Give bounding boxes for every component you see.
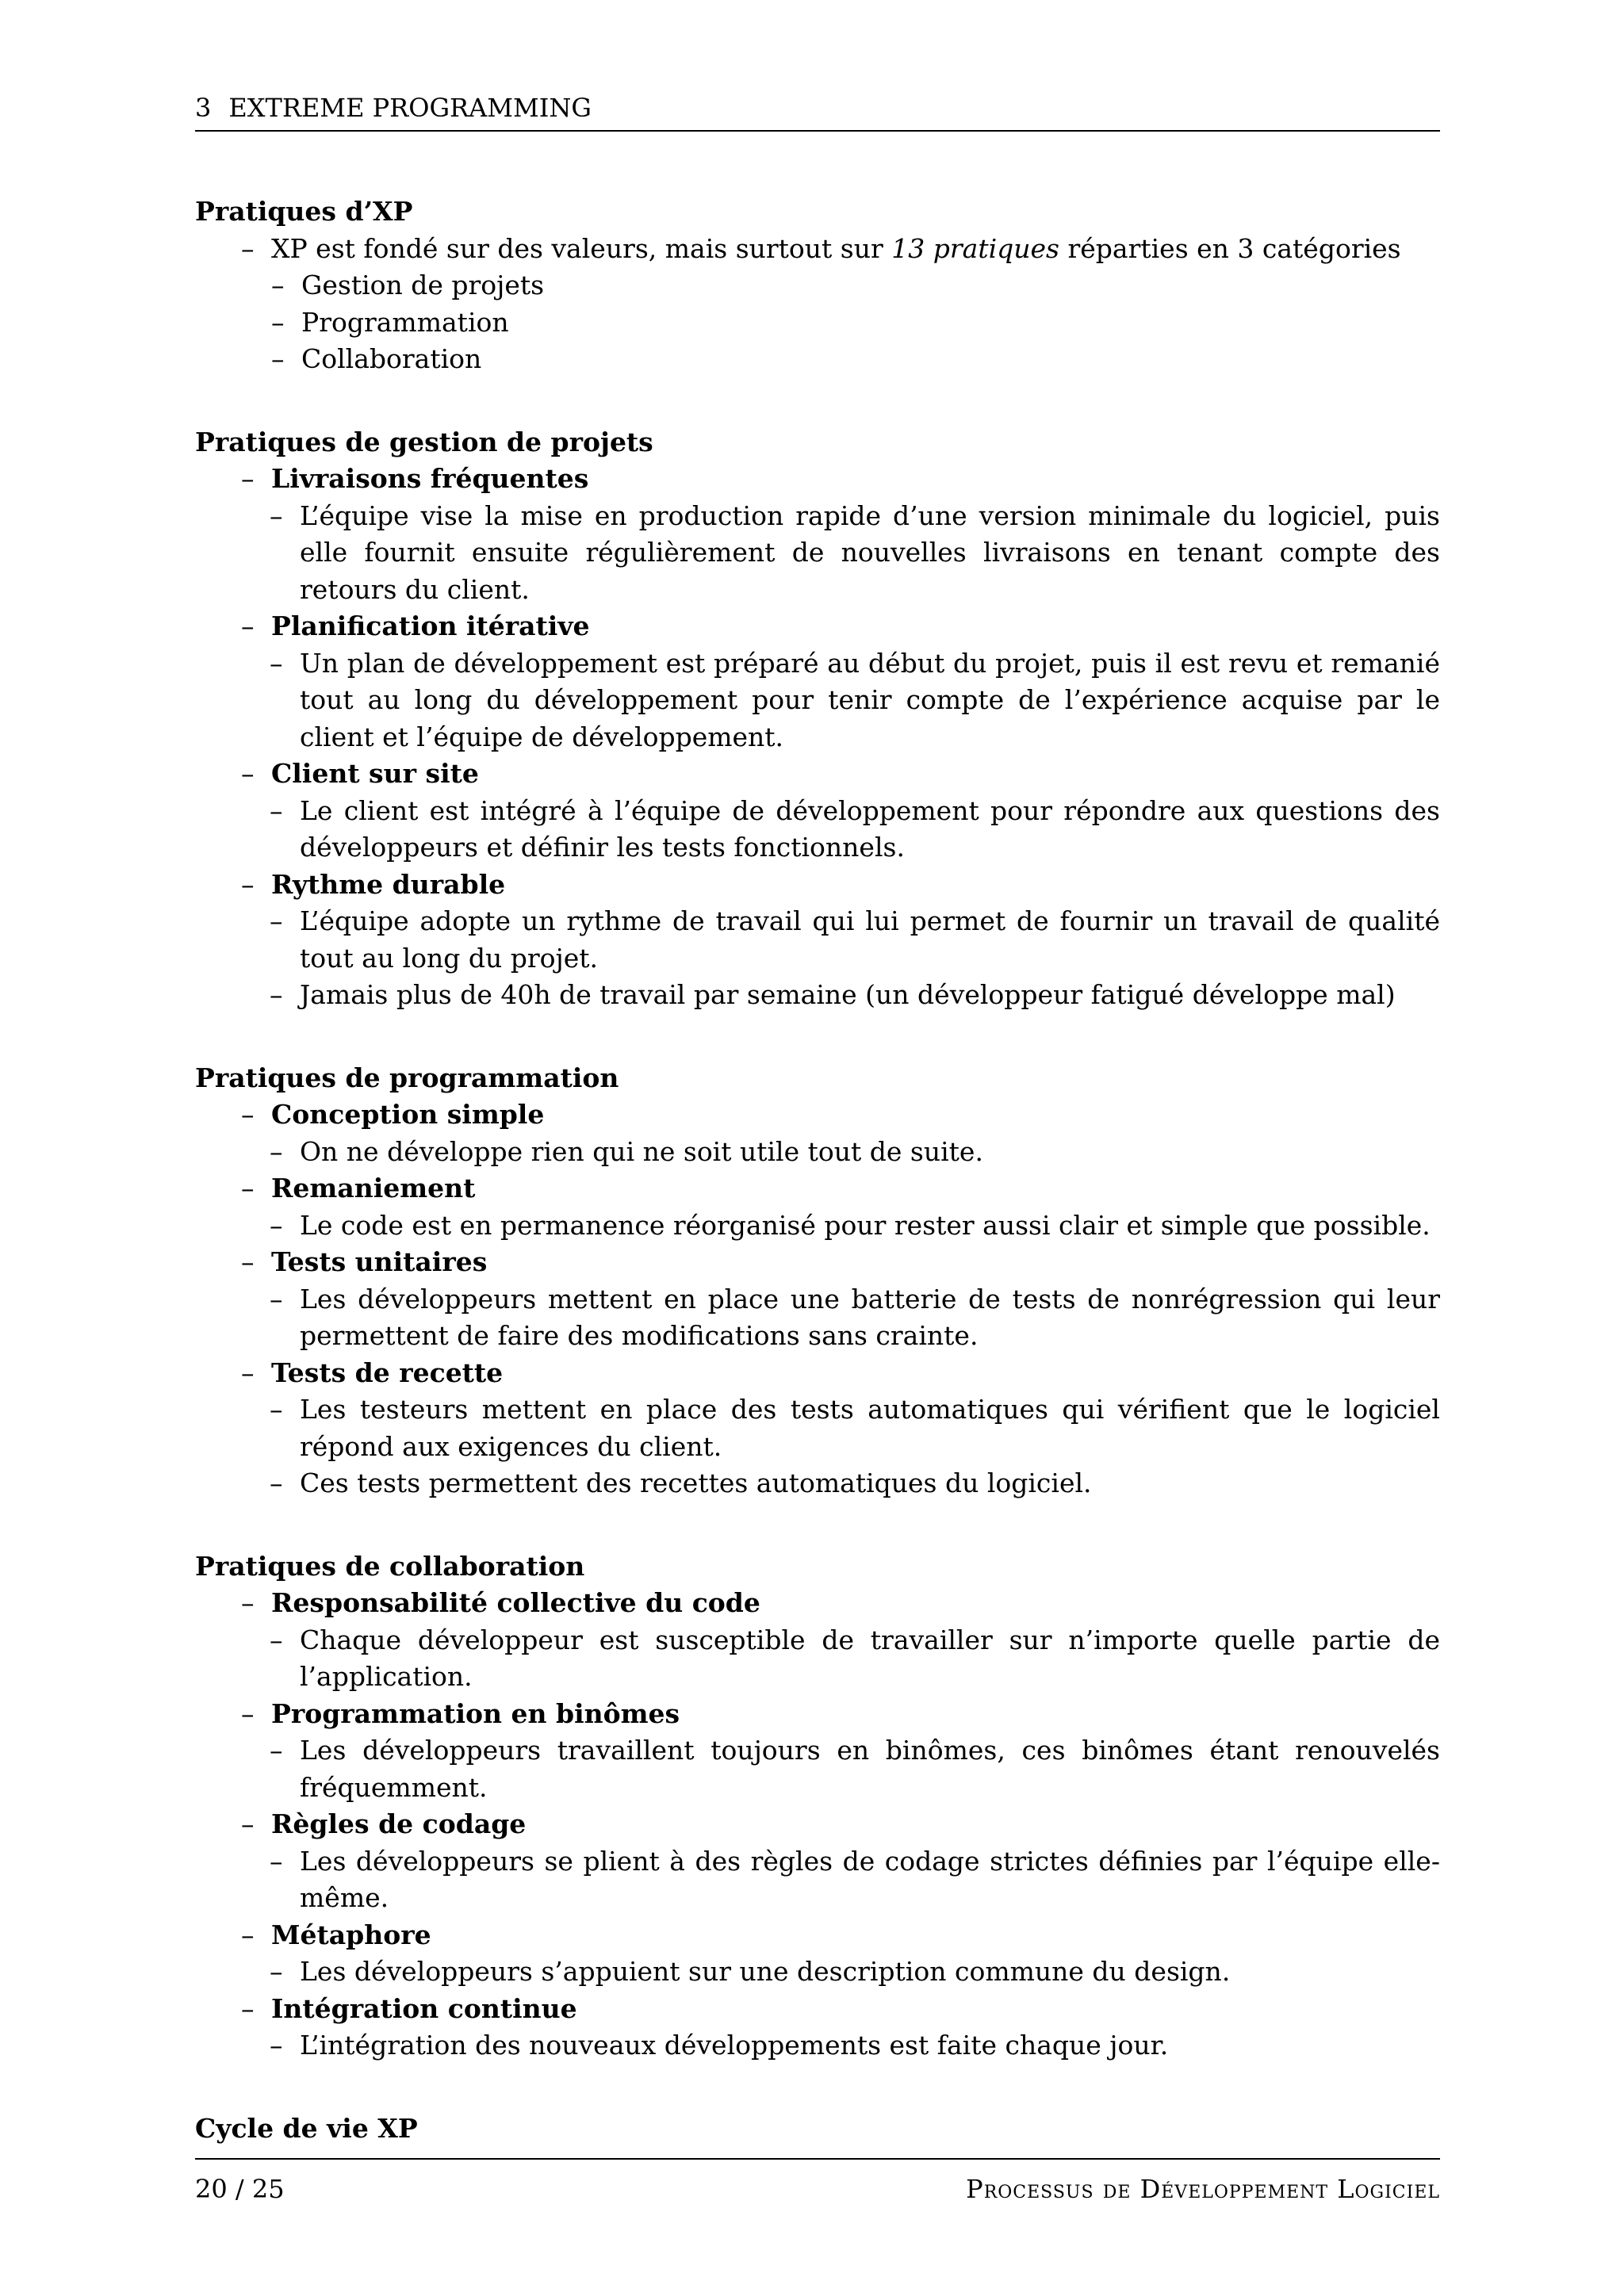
dash-bullet: – [271, 270, 285, 300]
practice-label: Responsabilité collective du code [271, 1587, 760, 1618]
practice-description [195, 793, 1440, 867]
dash-bullet: – [270, 1394, 283, 1425]
practice-description [195, 1391, 1440, 1465]
dash-bullet: – [270, 1845, 283, 1877]
practice-description [195, 1954, 1440, 1991]
dash-bullet: – [270, 1956, 283, 1987]
practice-description [195, 903, 1440, 977]
section-title: Pratiques de programmation [195, 1062, 619, 1093]
practice-item [195, 1355, 1440, 1392]
dash-bullet: – [241, 1246, 255, 1277]
dash-bullet: – [241, 1099, 255, 1130]
dash-bullet: – [241, 758, 255, 789]
practice-label: Règles de codage [271, 1808, 527, 1839]
section-title: Pratiques d’XP [195, 196, 413, 227]
dash-bullet: – [271, 343, 285, 374]
section-title: Pratiques de collaboration [195, 1550, 585, 1582]
practice-label: Rythme durable [271, 868, 506, 900]
dash-bullet: – [270, 647, 283, 679]
practice-description-text: Jamais plus de 40h de travail par semaine (un développeur fatigué développe mal) [300, 979, 1396, 1010]
practice-description [195, 1622, 1440, 1696]
practice-item [195, 756, 1440, 793]
practice-description-text: Les développeurs se plient à des règles de codage strictes définies par l’équipe elle-même. [300, 1845, 1440, 1913]
section-pratiques-xp [195, 193, 1440, 378]
practice-description-text: Les développeurs s’appuient sur une description commune du design. [300, 1956, 1231, 1987]
page-content [195, 193, 1440, 2147]
practice-description-text: Ces tests permettent des recettes automatiques du logiciel. [300, 1468, 1092, 1498]
practice-description-text: Le code est en permanence réorganisé pour rester aussi clair et simple que possible. [300, 1209, 1431, 1241]
practice-description-text: Les testeurs mettent en place des tests automatiques qui vérifient que le logiciel répond aux exigences du client. [300, 1394, 1440, 1462]
category-label: Gestion de projets [301, 270, 545, 300]
section-gestion-projets [195, 424, 1440, 1014]
practice-description [195, 1465, 1440, 1502]
practice-item [195, 608, 1440, 645]
practice-description-text: Chaque développeur est susceptible de travailler sur n’importe quelle partie de l’application. [300, 1624, 1440, 1692]
dash-bullet: – [241, 463, 255, 494]
dash-bullet: – [270, 1283, 283, 1314]
dash-bullet: – [270, 1209, 283, 1241]
dash-bullet: – [270, 1735, 283, 1766]
practice-item [195, 1696, 1440, 1733]
practice-description-text: L’équipe vise la mise en production rapide d’une version minimale du logiciel, puis elle fournit ensuite régulièrement de nouvelles livraisons en tenant compte des retours du client. [300, 499, 1440, 605]
practice-description [195, 1134, 1440, 1171]
running-header [195, 89, 1440, 132]
practice-description [195, 1207, 1440, 1245]
document-title: Processus de Développement Logiciel [966, 2174, 1440, 2204]
dash-bullet: – [241, 1357, 255, 1388]
dash-bullet: – [241, 1587, 255, 1618]
practice-label: Tests de recette [271, 1357, 504, 1388]
practice-item [195, 1806, 1440, 1843]
practice-item [195, 1991, 1440, 2028]
practice-description [195, 1843, 1440, 1917]
dash-bullet: – [270, 1468, 283, 1498]
dash-bullet: – [241, 1919, 255, 1950]
practice-item [195, 867, 1440, 904]
practice-label: Livraisons fréquentes [271, 463, 589, 494]
practice-label: Conception simple [271, 1099, 545, 1130]
practice-description-text: L’intégration des nouveaux développements est faite chaque jour. [300, 2030, 1169, 2061]
section-title: Pratiques de gestion de projets [195, 426, 653, 457]
category-label: Collaboration [301, 343, 482, 374]
intro-text-emphasis: 13 pratiques [891, 232, 1059, 264]
dash-bullet: – [241, 610, 255, 641]
practice-label: Métaphore [271, 1919, 431, 1950]
dash-bullet: – [241, 1808, 255, 1839]
dash-bullet: – [241, 1697, 255, 1729]
header-section-title: EXTREME PROGRAMMING [228, 93, 592, 123]
practice-item [195, 1585, 1440, 1622]
section-programmation [195, 1060, 1440, 1502]
running-footer [195, 2158, 1440, 2215]
category-item [195, 304, 1440, 342]
practice-description-text: Les développeurs mettent en place une batterie de tests de nonrégression qui leur permettent de faire des modifications sans crainte. [300, 1283, 1440, 1351]
section-title-cycle-de-vie: Cycle de vie XP [195, 2112, 418, 2144]
dash-bullet: – [241, 1173, 255, 1203]
dash-bullet: – [270, 794, 283, 826]
practice-label: Client sur site [271, 758, 479, 789]
practice-item [195, 1170, 1440, 1207]
dash-bullet: – [270, 499, 283, 531]
practice-description [195, 1732, 1440, 1806]
practice-description [195, 2027, 1440, 2064]
category-label: Programmation [301, 306, 509, 338]
dash-bullet: – [241, 868, 255, 900]
dash-bullet: – [270, 1624, 283, 1655]
page-number: 20 / 25 [195, 2174, 285, 2204]
dash-bullet: – [241, 232, 255, 264]
intro-text-before: XP est fondé sur des valeurs, mais surtout sur [271, 232, 892, 264]
practice-description [195, 498, 1440, 609]
practice-description-text: Les développeurs travaillent toujours en binômes, ces binômes étant renouvelés fréquemment. [300, 1735, 1440, 1803]
practice-label: Tests unitaires [271, 1246, 488, 1277]
practice-item [195, 1244, 1440, 1281]
practice-description [195, 977, 1440, 1014]
practice-label: Remaniement [271, 1173, 476, 1203]
category-item [195, 341, 1440, 378]
practice-description-text: On ne développe rien qui ne soit utile tout de suite. [300, 1135, 983, 1167]
section-collaboration [195, 1548, 1440, 2064]
practice-item [195, 1096, 1440, 1134]
dash-bullet: – [270, 2030, 283, 2061]
practice-item [195, 461, 1440, 498]
practice-description-text: Le client est intégré à l’équipe de développement pour répondre aux questions des développeurs et définir les tests fonctionnels. [300, 794, 1440, 863]
practice-label: Intégration continue [271, 1992, 577, 2024]
intro-text-after: réparties en 3 catégories [1059, 232, 1401, 264]
dash-bullet: – [270, 1135, 283, 1167]
category-item [195, 267, 1440, 304]
dash-bullet: – [270, 905, 283, 936]
intro-item [195, 231, 1440, 268]
practice-label: Planification itérative [271, 610, 590, 641]
practice-description-text: L’équipe adopte un rythme de travail qui lui permet de fournir un travail de qualité tout au long du projet. [300, 905, 1440, 974]
dash-bullet: – [270, 979, 283, 1010]
dash-bullet: – [241, 1992, 255, 2024]
practice-description [195, 645, 1440, 756]
header-section-number: 3 [195, 93, 212, 123]
practice-description-text: Un plan de développement est préparé au début du projet, puis il est revu et remanié tout au long du développement pour tenir compte de l’expérience acquise par le client et l’équipe de développement. [300, 647, 1440, 752]
practice-label: Programmation en binômes [271, 1697, 680, 1729]
practice-item [195, 1917, 1440, 1954]
dash-bullet: – [271, 306, 285, 338]
practice-description [195, 1281, 1440, 1355]
